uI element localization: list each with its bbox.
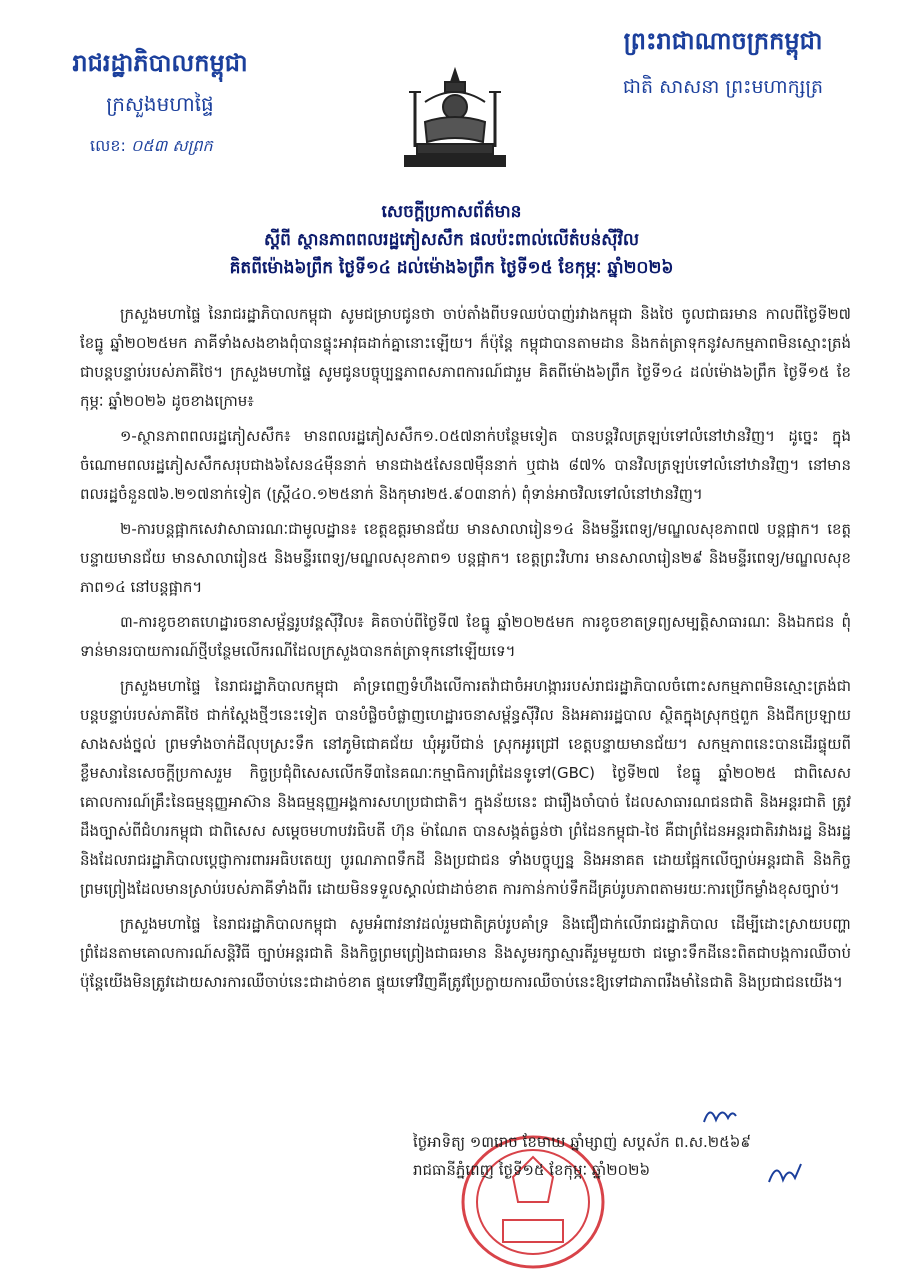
national-motto: ជាតិ សាសនា ព្រះមហាក្សត្រ	[622, 76, 824, 98]
ministry-name: ក្រសួងមហាផ្ទៃ	[106, 92, 214, 116]
paragraph-intro: ក្រសួងមហាផ្ទៃ នៃរាជរដ្ឋាភិបាលកម្ពុជា សូមជម្រាបជូនថា ចាប់តាំងពីបទឈប់បាញ់រវាងកម្ពុជា និងថៃ ចូលជាធរមាន កាលពីថ្ងៃទី២៧ ខែធ្នូ ឆ្នាំ២០២៥មក ភាគីទាំងសងខាងពុំបានផ្ទុះអាវុធដាក់គ្នានោះឡើយ។ ក៏ប៉ុន្តែ កម្ពុជាបានតាមដាន និងកត់ត្រាទុកនូវសកម្មភាពមិនស្មោះត្រង់ជាបន្តបន្ទាប់របស់ភាគីថៃ។ ក្រសួងមហាផ្ទៃ សូមជូនបច្ចុប្បន្នភាពសភាពការណ៍ជារួម គិតពីម៉ោង៦ព្រឹក ថ្ងៃទី១៤ ដល់ម៉ោង៦ព្រឹក ថ្ងៃទី១៥ ខែកុម្ភៈ ឆ្នាំ២០២៦ ដូចខាងក្រោម៖	[80, 305, 851, 410]
paragraph-appeal: ក្រសួងមហាផ្ទៃ នៃរាជរដ្ឋាភិបាលកម្ពុជា សូមអំពាវនាវដល់រួមជាតិគ្រប់រូបគាំទ្រ និងជឿជាក់លើរាជរដ្ឋាភិបាល ដើម្បីដោះស្រាយបញ្ហាព្រំដែនតាមគោលការណ៍សន្តិវិធី ច្បាប់អន្តរជាតិ និងកិច្ចព្រមព្រៀងជាធរមាន និងសូមរក្សាស្មារតីរួមមួយថា ជម្លោះទឹកដីនេះពិតជាបង្កការឈឺចាប់ ប៉ុន្តែយើងមិនត្រូវដោយសារការឈឺចាប់នេះជាដាច់ខាត ផ្ទុយទៅវិញគឺត្រូវប្រែក្លាយការឈឺចាប់នេះឱ្យទៅជាភាពរឹងមាំនៃជាតិ និងប្រជាជនយើង។	[80, 915, 851, 991]
header-right	[573, 26, 873, 103]
paragraph-public-services: ២-ការបន្តផ្អាកសេវាសាធារណៈជាមូលដ្ឋាន៖ ខេត្តឧត្តរមានជ័យ មានសាលារៀន១៤ និងមន្ទីរពេទ្យ/មណ្ឌលសុខភាព៧ បន្តផ្អាក។ ខេត្តបន្ទាយមានជ័យ មានសាលារៀន៥ និងមន្ទីរពេទ្យ/មណ្ឌលសុខភាព១ បន្តផ្អាក។ ខេត្តព្រះវិហារ មានសាលារៀន២៩ និងមន្ទីរពេទ្យ/មណ្ឌលសុខភាព១៤ នៅបន្តផ្អាក។	[80, 520, 851, 596]
reference-label: លេខ:	[90, 136, 126, 155]
paragraph-position: ក្រសួងមហាផ្ទៃ នៃរាជរដ្ឋាភិបាលកម្ពុជា គាំទ្រពេញទំហឹងលើការតវ៉ាជាចំអហង្ការរបស់រាជរដ្ឋាភិបាលចំពោះសកម្មភាពមិនស្មោះត្រង់ជាបន្តបន្ទាប់របស់ភាគីថៃ ជាក់ស្តែងថ្មីៗនេះទៀត បានបំផ្លិចបំផ្លាញហេដ្ឋារចនាសម្ព័ន្ធស៊ីវិល និងអគាររដ្ឋបាល ស្ថិតក្នុងស្រុកថ្មពួក និងជីកប្រឡាយ សាងសង់ថ្នល់ ព្រមទាំងចាក់ដីលុបស្រះទឹក នៅភូមិជោគជ័យ ឃុំអូរបីជាន់ ស្រុកអូរជ្រៅ ខេត្តបន្ទាយមានជ័យ។ សកម្មភាពនេះបានដើរផ្ទុយពីខ្លឹមសារនៃសេចក្តីប្រកាសរួម កិច្ចប្រជុំពិសេសលើកទី៣នៃគណៈកម្មាធិការព្រំដែនទូទៅ(GBC) ថ្ងៃទី២៧ ខែធ្នូ ឆ្នាំ២០២៥ ជាពិសេសគោលការណ៍គ្រឹះនៃធម្មនុញ្ញអាស៊ាន និងធម្មនុញ្ញអង្គការសហប្រជាជាតិ។ ក្នុងន័យនេះ ជារឿងចាំបាច់ ដែលសាធារណជនជាតិ និងអន្តរជាតិ ត្រូវដឹងច្បាស់ពីជំហរកម្ពុជា ជាពិសេស សម្តេចមហាបវរធិបតី ហ៊ុន ម៉ាណែត បានសង្កត់ធ្ងន់ថា ព្រំដែនកម្ពុជា-ថៃ គឺជាព្រំដែនអន្តរជាតិរវាងរដ្ឋ និងរដ្ឋ និងដែលរាជរដ្ឋាភិបាលប្តេជ្ញាការពារអធិបតេយ្យ បូរណភាពទឹកដី និងប្រជាជន ទាំងបច្ចុប្បន្ន និងអនាគត ដោយផ្អែកលើច្បាប់អន្តរជាតិ និងកិច្ចព្រមព្រៀងដែលមានស្រាប់របស់ភាគីទាំងពីរ ដោយមិនទទួលស្គាល់ជាដាច់ខាត ការកាន់កាប់ទឹកដីគ្រប់រូបភាពតាមរយៈការប្រើកម្លាំងខុសច្បាប់។	[80, 677, 851, 898]
reference-number	[40, 135, 280, 159]
kingdom-name: ព្រះរាជាណាចក្រកម្ពុជា	[623, 27, 823, 55]
initial-mark-icon	[700, 1100, 740, 1130]
solar-date: រាជធានីភ្នំពេញ ថ្ងៃទី១៥ ខែកុម្ភៈ ឆ្នាំ២០២៦	[413, 1161, 651, 1179]
document-subject: ស្តីពី ស្ថានភាពពលរដ្ឋភៀសសឹក ផលប៉ះពាល់លើតំបន់ស៊ីវិល	[263, 230, 640, 250]
reference-value: ០៥៣ សព្រក	[130, 136, 213, 155]
royal-emblem-icon	[395, 62, 515, 172]
header-left	[40, 48, 280, 159]
paragraph-damage: ៣-ការខូចខាតហេដ្ឋារចនាសម្ព័ន្ធរូបវន្តស៊ីវិល៖ គិតចាប់ពីថ្ងៃទី៧ ខែធ្នូ ឆ្នាំ២០២៥មក ការខូចខាតទ្រព្យសម្បត្តិសាធារណៈ និងឯកជន ពុំទាន់មានរបាយការណ៍ថ្មីបន្ថែមលើករណីដែលក្រសួងបានកត់ត្រាទុកនៅឡើយទេ។	[80, 613, 851, 660]
paragraph-refugees: ១-ស្ថានភាពពលរដ្ឋភៀសសឹក៖ មានពលរដ្ឋភៀសសឹក១.០៥៧នាក់បន្ថែមទៀត បានបន្តវិលត្រឡប់ទៅលំនៅឋានវិញ។ ដូច្នេះ ក្នុងចំណោមពលរដ្ឋភៀសសឹកសរុបជាង៦សែន៤ម៉ឺននាក់ មានជាង៥សែន៧ម៉ឺននាក់ ឬជាង ៨៧% បានវិលត្រឡប់ទៅលំនៅឋានវិញ។ នៅមានពលរដ្ឋចំនួន៧៦.២១៧នាក់ទៀត (ស្ត្រី៤០.១២៥នាក់ និងកុមារ២៥.៩០៣នាក់) ពុំទាន់អាចវិលទៅលំនៅឋានវិញ។	[80, 427, 851, 503]
document-titles	[60, 198, 843, 282]
lunar-date: ថ្ងៃអាទិត្យ ១៣រោច ខែមាឃ ឆ្នាំម្សាញ់ សប្តស័ក ព.ស.២៥៦៩	[413, 1133, 751, 1151]
document-title: សេចក្តីប្រកាសព័ត៌មាន	[381, 202, 522, 222]
government-name: រាជរដ្ឋាភិបាលកម្ពុជា	[72, 49, 248, 77]
document-body	[80, 300, 851, 1003]
document-period: គិតពីម៉ោង៦ព្រឹក ថ្ងៃទី១៤ ដល់ម៉ោង៦ព្រឹក ថ្ងៃទី១៥ ខែកុម្ភៈ ឆ្នាំ២០២៦	[229, 258, 674, 278]
signature-mark-icon	[765, 1158, 805, 1188]
